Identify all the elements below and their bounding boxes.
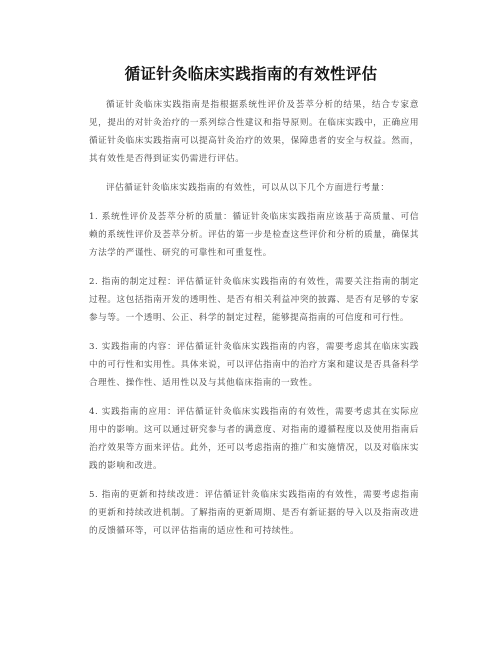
document-body xyxy=(89,96,419,551)
list-item-3: 3. 实践指南的内容：评估循证针灸临床实践指南的内容，需要考虑其在临床实践中的可行性和实用性。具体来说，可以评估指南中的治疗方案和建议是否具备科学合理性、操作性、适用性以及与其他临床指南的一致性。 xyxy=(89,342,419,388)
list-item-1: 1. 系统性评价及荟萃分析的质量：循证针灸临床实践指南应该基于高质量、可信赖的系统性评价及荟萃分析。评估的第一步是检查这些评价和分析的质量，确保其方法学的严谨性、研究的可靠性和可重复性。 xyxy=(89,212,419,258)
list-item-5: 5. 指南的更新和持续改进：评估循证针灸临床实践指南的有效性，需要考虑指南的更新和持续改进机制。了解指南的更新周期、是否有新证据的导入以及指南改进的反馈循环等，可以评估指南的适应性和可持续性。 xyxy=(89,490,419,536)
list-item-2: 2. 指南的制定过程：评估循证针灸临床实践指南的有效性，需要关注指南的制定过程。这包括指南开发的透明性、是否有相关利益冲突的披露、是否有足够的专家参与等。一个透明、公正、科学的制定过程，能够提高指南的可信度和可行性。 xyxy=(89,277,419,323)
document-title: 循证针灸临床实践指南的有效性评估 xyxy=(124,65,378,83)
list-item-4: 4. 实践指南的应用：评估循证针灸临床实践指南的有效性，需要考虑其在实际应用中的影响。这可以通过研究参与者的满意度、对指南的遵循程度以及使用指南后治疗效果等方面来评估。此外，还可以考虑指南的推广和实施情况，以及对临床实践的影响和改进。 xyxy=(89,407,419,471)
lead-paragraph: 评估循证针灸临床实践指南的有效性，可以从以下几个方面进行考量： xyxy=(106,183,390,193)
intro-paragraph: 循证针灸临床实践指南是指根据系统性评价及荟萃分析的结果，结合专家意见，提出的对针灸治疗的一系列综合性建议和指导原则。在临床实践中，正确应用循证针灸临床实践指南可以提高针灸治疗的效果，保障患者的安全与权益。然而，其有效性是否得到证实仍需进行评估。 xyxy=(89,100,419,164)
